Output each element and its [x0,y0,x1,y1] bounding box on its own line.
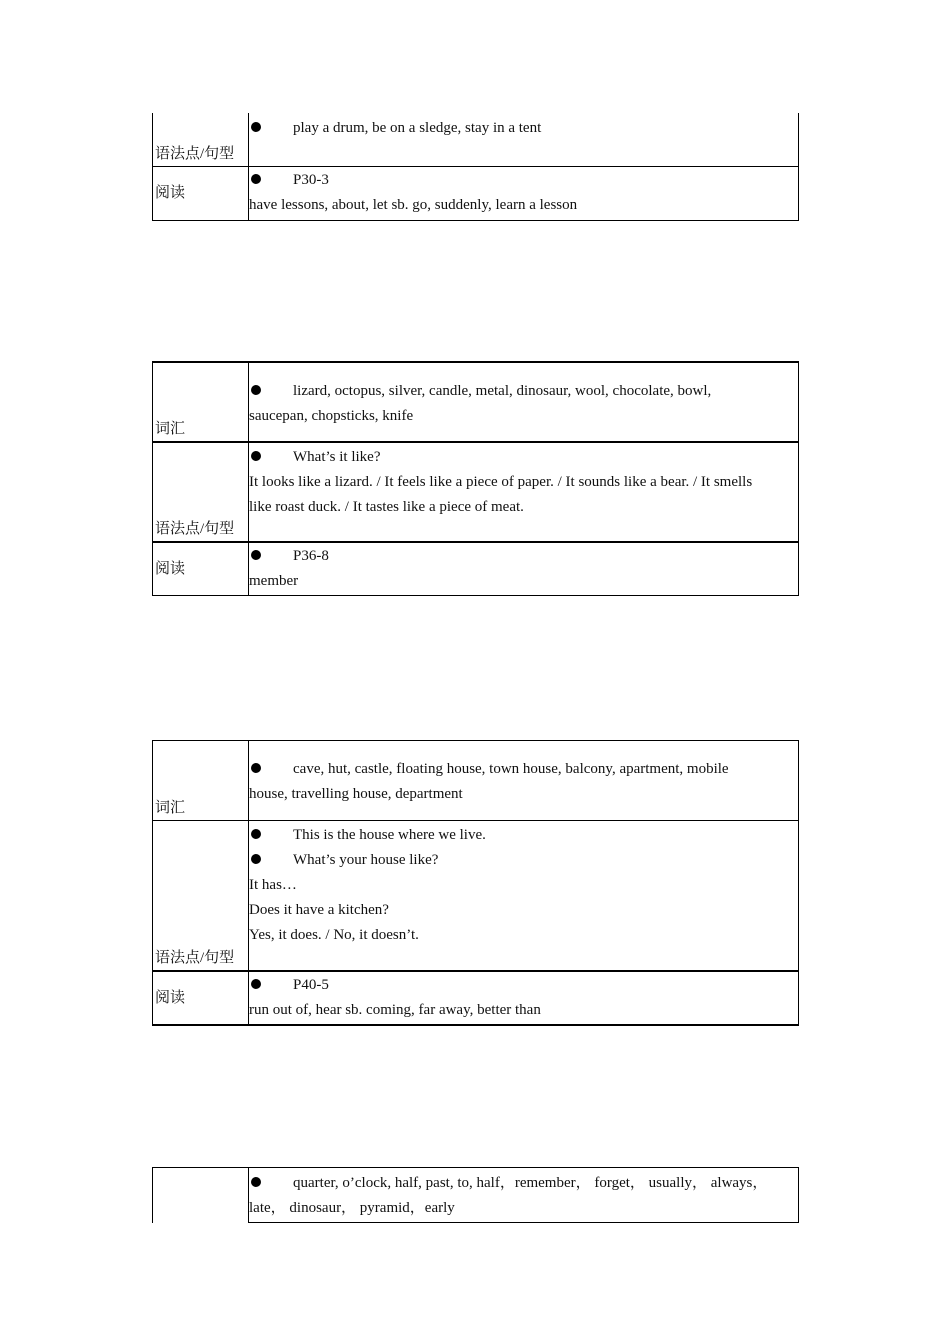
grammar-label: 语法点/句型 [155,949,235,966]
list-item: P30-3 [249,168,798,193]
list-item: quarter, o’clock, half, past, to, half，remember， forget， usually， always， [249,1171,798,1196]
vocab-label: 词汇 [155,800,186,816]
grammar-label: 语法点/句型 [155,145,235,162]
bullet-icon [251,829,261,839]
reading-label: 阅读 [155,185,186,201]
grammar-label: 语法点/句型 [155,521,235,537]
content-cell [249,362,799,442]
table-row [153,442,799,542]
text-line: house, travelling house, department [249,786,463,802]
list-item: P40-5 [249,973,798,998]
table-row [153,1168,799,1223]
table-row [153,741,799,821]
content-cell [249,821,799,971]
table-unit-2 [152,361,799,596]
list-item: What’s your house like? [249,848,798,873]
table-unit-1 [152,113,799,221]
table-unit-4 [152,1167,799,1223]
bullet-icon [251,763,261,773]
table-row [153,113,799,166]
content-cell [249,542,799,595]
table-row [153,971,799,1025]
text-line: It has… [249,877,297,893]
reading-label: 阅读 [155,560,186,577]
bullet-icon [251,174,261,184]
list-item: This is the house where we live. [249,823,798,848]
row-label-cell [153,113,249,166]
reading-label: 阅读 [155,989,186,1006]
content-cell [249,741,799,821]
table-unit-3 [152,740,799,1026]
content-cell [249,971,799,1025]
bullet-icon [251,451,261,461]
text-line: Yes, it does. / No, it doesn’t. [249,927,419,943]
table-row [153,362,799,442]
row-label-cell [153,442,249,542]
text-line: like roast duck. / It tastes like a piece of meat. [249,499,524,515]
row-label-cell [153,542,249,595]
content-cell [249,1168,799,1223]
row-label-cell [153,166,249,220]
list-item: What’s it like? [249,445,798,470]
row-label-cell [153,741,249,821]
text-line: It looks like a lizard. / It feels like a piece of paper. / It sounds like a bear. / It smells [249,474,753,490]
bullet-icon [251,1177,261,1187]
content-cell [249,113,799,166]
row-label-cell [153,362,249,442]
text-line: late， dinosaur， pyramid，early [249,1200,455,1216]
text-line: saucepan, chopsticks, knife [249,408,414,424]
bullet-icon [251,550,261,560]
list-item: play a drum, be on a sledge, stay in a tent [249,116,798,141]
bullet-icon [251,122,261,132]
list-item: cave, hut, castle, floating house, town house, balcony, apartment, mobile [249,757,798,782]
bullet-icon [251,979,261,989]
text-line: member [249,573,299,589]
list-item: lizard, octopus, silver, candle, metal, dinosaur, wool, chocolate, bowl, [249,379,798,404]
text-line: have lessons, about, let sb. go, suddenly, learn a lesson [249,196,578,213]
text-line: Does it have a kitchen? [249,902,389,918]
text-line: run out of, hear sb. coming, far away, better than [249,1001,541,1018]
bullet-icon [251,385,261,395]
row-label-cell [153,971,249,1025]
content-cell [249,442,799,542]
vocab-label: 词汇 [155,421,186,437]
row-label-cell [153,821,249,971]
table-row [153,542,799,595]
table-row [153,166,799,220]
row-label-cell [153,1168,249,1223]
table-row [153,821,799,971]
bullet-icon [251,854,261,864]
content-cell [249,166,799,220]
list-item: P36-8 [249,544,798,569]
